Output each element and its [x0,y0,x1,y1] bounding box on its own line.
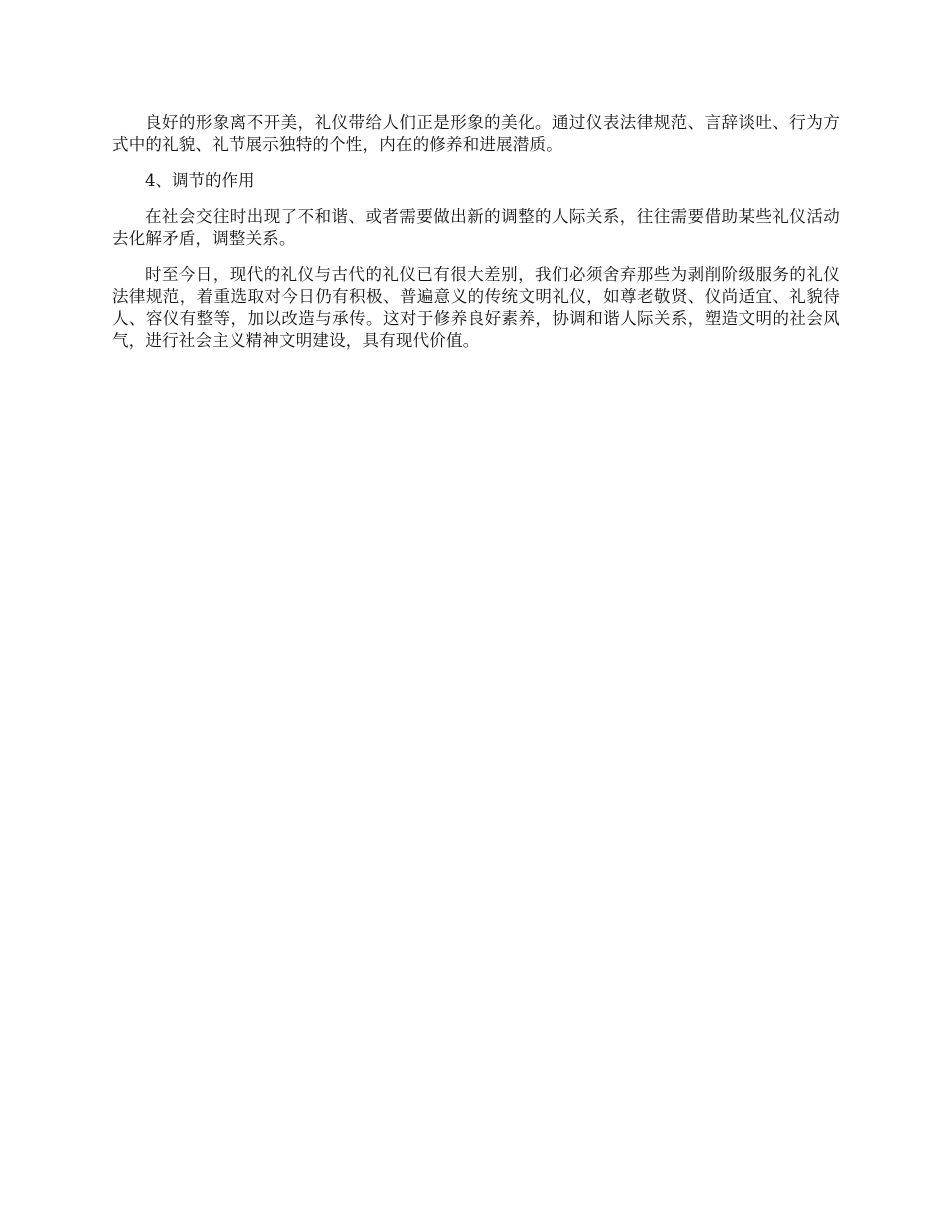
section-heading-regulation: 4、调节的作用 [145,171,255,190]
paragraph-beauty: 良好的形象离不开美，礼仪带给人们正是形象的美化。通过仪表法律规范、言辞谈吐、行为方式中的礼貌、礼节展示独特的个性，内在的修养和进展潜质。 [112,113,840,154]
paragraph-modern-etiquette: 时至今日，现代的礼仪与古代的礼仪已有很大差别，我们必须舍弃那些为剥削阶级服务的礼仪法律规范，着重选取对今日仍有积极、普遍意义的传统文明礼仪，如尊老敬贤、仪尚适宜、礼貌待人、容仪有整等，加以改造与承传。这对于修养良好素养，协调和谐人际关系，塑造文明的社会风气，进行社会主义精神文明建设，具有现代价值。 [112,265,840,350]
paragraph-regulation: 在社会交往时出现了不和谐、或者需要做出新的调整的人际关系，往往需要借助某些礼仪活动去化解矛盾，调整关系。 [112,207,840,248]
document-body [112,112,840,366]
